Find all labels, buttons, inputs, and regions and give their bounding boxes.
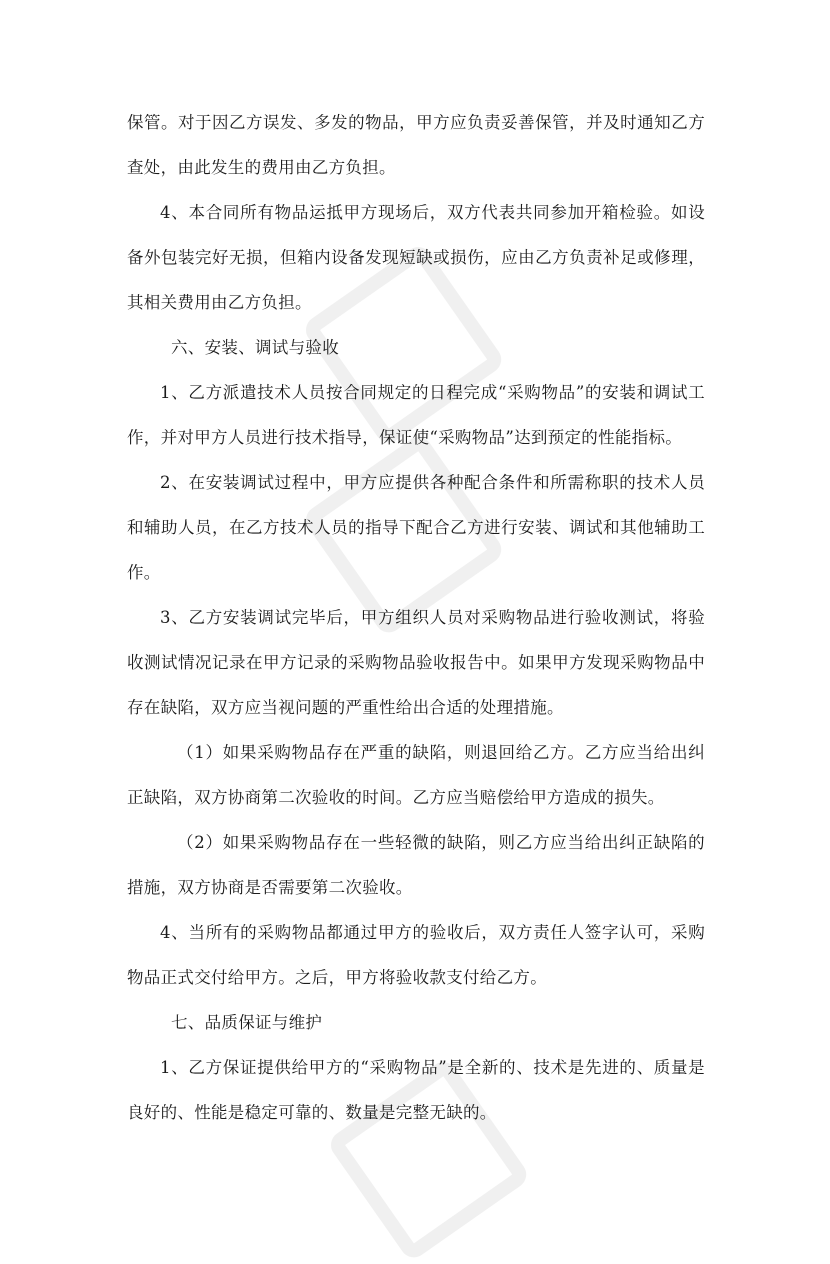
paragraph-installation-1: 1、乙方派遣技术人员按合同规定的日程完成“采购物品”的安装和调试工作，并对甲方人员进行技术指导，保证使“采购物品”达到预定的性能指标。: [127, 383, 705, 447]
paragraph-defect-minor: （2）如果采购物品存在一些轻微的缺陷，则乙方应当给出纠正缺陷的措施，双方协商是否需要第二次验收。: [127, 833, 705, 897]
paragraph-installation-4: 4、当所有的采购物品都通过甲方的验收后，双方责任人签字认可，采购物品正式交付给甲方。之后，甲方将验收款支付给乙方。: [127, 923, 705, 987]
paragraph-storage-continued: 保管。对于因乙方误发、多发的物品，甲方应负责妥善保管，并及时通知乙方查处，由此发生的费用由乙方负担。: [127, 113, 705, 177]
paragraph-defect-serious: （1）如果采购物品存在严重的缺陷，则退回给乙方。乙方应当给出纠正缺陷，双方协商第二次验收的时间。乙方应当赔偿给甲方造成的损失。: [127, 743, 705, 807]
paragraph-installation-3: 3、乙方安装调试完毕后，甲方组织人员对采购物品进行验收测试，将验收测试情况记录在甲方记录的采购物品验收报告中。如果甲方发现采购物品中存在缺陷，双方应当视问题的严重性给出合适的处理措施。: [127, 608, 705, 717]
section-heading-installation: 六、安装、调试与验收: [171, 338, 339, 357]
paragraph-quality-1: 1、乙方保证提供给甲方的“采购物品”是全新的、技术是先进的、质量是良好的、性能是稳定可靠的、数量是完整无缺的。: [127, 1058, 705, 1122]
contract-body: [127, 100, 705, 1135]
paragraph-installation-2: 2、在安装调试过程中，甲方应提供各种配合条件和所需称职的技术人员和辅助人员，在乙方技术人员的指导下配合乙方进行安装、调试和其他辅助工作。: [127, 473, 705, 582]
paragraph-unpacking-inspection: 4、本合同所有物品运抵甲方现场后，双方代表共同参加开箱检验。如设备外包装完好无损，但箱内设备发现短缺或损伤，应由乙方负责补足或修理，其相关费用由乙方负担。: [127, 203, 705, 312]
section-heading-quality: 七、品质保证与维护: [171, 1013, 323, 1032]
